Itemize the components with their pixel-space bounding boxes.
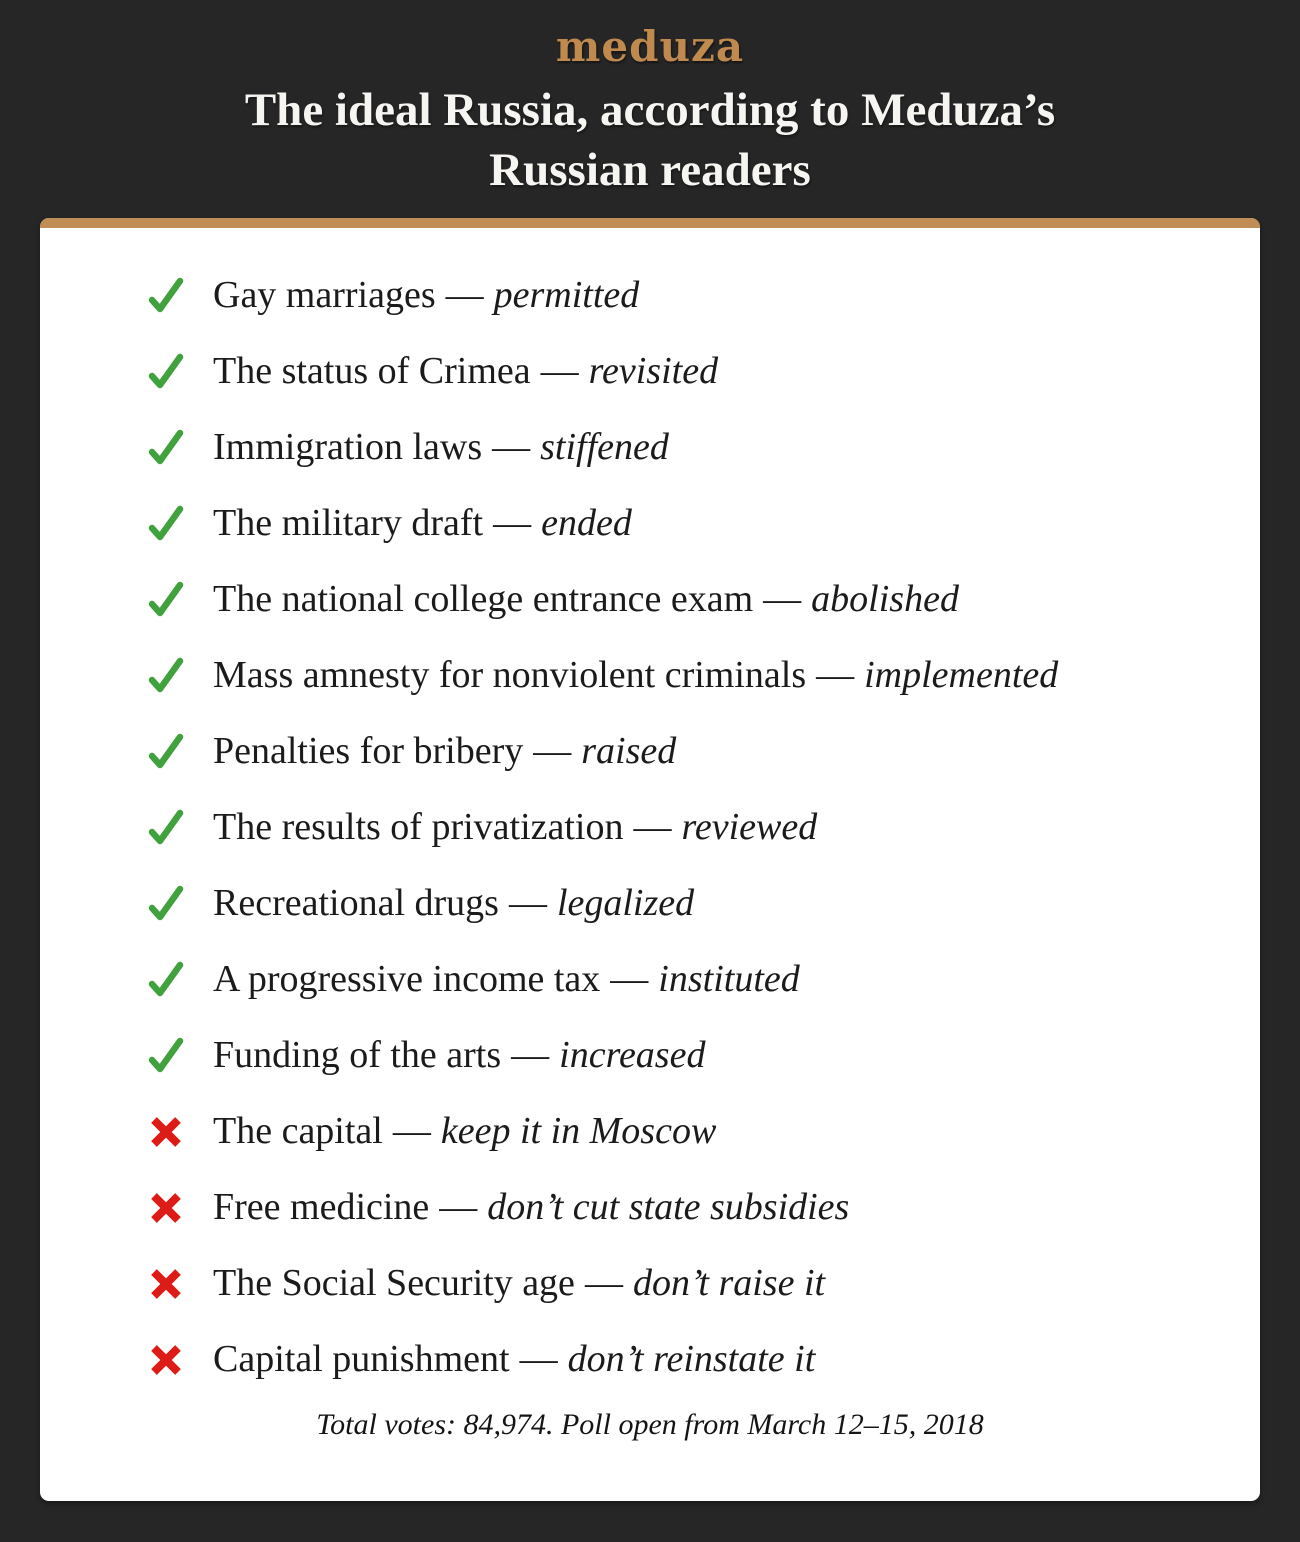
item-label: The capital — [213, 1110, 383, 1153]
item-separator: — — [540, 350, 579, 393]
check-icon — [145, 427, 187, 469]
item-separator: — — [533, 730, 572, 773]
list-item — [40, 638, 1260, 714]
item-separator: — — [492, 426, 531, 469]
item-label: Gay marriages — [213, 274, 436, 317]
item-value: reviewed — [681, 806, 818, 849]
item-label: The national college entrance exam — [213, 578, 754, 621]
item-separator: — — [584, 1262, 623, 1305]
check-icon — [145, 959, 187, 1001]
item-label: Recreational drugs — [213, 882, 499, 925]
item-separator: — — [508, 882, 547, 925]
cross-icon — [145, 1339, 187, 1381]
item-separator: — — [392, 1110, 431, 1153]
item-value: stiffened — [540, 426, 669, 469]
item-text — [213, 1187, 849, 1229]
header — [0, 0, 1300, 200]
item-value: abolished — [811, 578, 959, 621]
item-icon-slot — [145, 1339, 187, 1381]
cross-icon — [145, 1263, 187, 1305]
list-item — [40, 410, 1260, 486]
item-value: don’t reinstate it — [567, 1338, 816, 1381]
list-item — [40, 790, 1260, 866]
list-item — [40, 714, 1260, 790]
item-text — [213, 1263, 825, 1305]
item-icon-slot — [145, 275, 187, 317]
item-text — [213, 1035, 705, 1077]
item-text — [213, 655, 1058, 697]
item-separator: — — [816, 654, 855, 697]
item-separator: — — [439, 1186, 478, 1229]
list-item — [40, 486, 1260, 562]
page-title-line2: Russian readers — [489, 144, 811, 196]
list-item — [40, 562, 1260, 638]
item-label: Funding of the arts — [213, 1034, 502, 1077]
item-value: increased — [559, 1034, 706, 1077]
item-icon-slot — [145, 579, 187, 621]
item-label: The military draft — [213, 502, 484, 545]
item-text — [213, 807, 817, 849]
item-text — [213, 275, 639, 317]
item-label: Free medicine — [213, 1186, 430, 1229]
item-value: keep it in Moscow — [440, 1110, 717, 1153]
item-label: Mass amnesty for nonviolent criminals — [213, 654, 807, 697]
check-icon — [145, 503, 187, 545]
item-icon-slot — [145, 351, 187, 393]
list-item — [40, 1094, 1260, 1170]
item-label: Capital punishment — [213, 1338, 510, 1381]
item-icon-slot — [145, 731, 187, 773]
list-item — [40, 942, 1260, 1018]
list-item — [40, 866, 1260, 942]
item-value: legalized — [556, 882, 695, 925]
list-item — [40, 1246, 1260, 1322]
item-icon-slot — [145, 655, 187, 697]
item-text — [213, 351, 718, 393]
list-item — [40, 1322, 1260, 1398]
item-label: Immigration laws — [213, 426, 483, 469]
page-title — [0, 80, 1300, 200]
item-icon-slot — [145, 1263, 187, 1305]
list-item — [40, 1170, 1260, 1246]
item-icon-slot — [145, 1187, 187, 1229]
page-title-line1: The ideal Russia, according to Meduza’s — [244, 84, 1056, 136]
item-value: don’t raise it — [632, 1262, 826, 1305]
item-separator: — — [445, 274, 484, 317]
item-value: ended — [541, 502, 632, 545]
item-text — [213, 731, 676, 773]
item-label: Penalties for bribery — [213, 730, 524, 773]
item-separator: — — [633, 806, 672, 849]
item-value: implemented — [864, 654, 1059, 697]
item-value: instituted — [658, 958, 800, 1001]
item-text — [213, 959, 800, 1001]
item-text — [213, 427, 669, 469]
item-label: The Social Security age — [213, 1262, 575, 1305]
list-item — [40, 258, 1260, 334]
item-value: don’t cut state subsidies — [487, 1186, 850, 1229]
item-text — [213, 503, 632, 545]
check-icon — [145, 655, 187, 697]
item-text — [213, 1339, 815, 1381]
item-text — [213, 883, 694, 925]
item-separator: — — [511, 1034, 550, 1077]
check-icon — [145, 731, 187, 773]
poll-list — [40, 228, 1260, 1398]
item-icon-slot — [145, 427, 187, 469]
cross-icon — [145, 1187, 187, 1229]
check-icon — [145, 883, 187, 925]
item-icon-slot — [145, 883, 187, 925]
check-icon — [145, 351, 187, 393]
check-icon — [145, 579, 187, 621]
check-icon — [145, 275, 187, 317]
item-icon-slot — [145, 503, 187, 545]
gold-accent-bar — [40, 218, 1260, 228]
item-separator: — — [493, 502, 532, 545]
item-separator: — — [610, 958, 649, 1001]
item-separator: — — [519, 1338, 558, 1381]
item-label: The results of privatization — [213, 806, 624, 849]
cross-icon — [145, 1111, 187, 1153]
item-label: A progressive income tax — [213, 958, 601, 1001]
poll-footer-note: Total votes: 84,974. Poll open from March 12–15, 2018 — [316, 1408, 984, 1441]
item-label: The status of Crimea — [213, 350, 531, 393]
check-icon — [145, 1035, 187, 1077]
item-value: raised — [581, 730, 677, 773]
item-separator: — — [763, 578, 802, 621]
item-text — [213, 579, 959, 621]
item-value: permitted — [493, 274, 640, 317]
item-icon-slot — [145, 1035, 187, 1077]
item-icon-slot — [145, 807, 187, 849]
check-icon — [145, 807, 187, 849]
list-item — [40, 1018, 1260, 1094]
item-icon-slot — [145, 959, 187, 1001]
poll-results-card — [40, 218, 1260, 1501]
item-text — [213, 1111, 716, 1153]
item-value: revisited — [588, 350, 719, 393]
item-icon-slot — [145, 1111, 187, 1153]
meduza-logo: meduza — [555, 22, 745, 71]
list-item — [40, 334, 1260, 410]
